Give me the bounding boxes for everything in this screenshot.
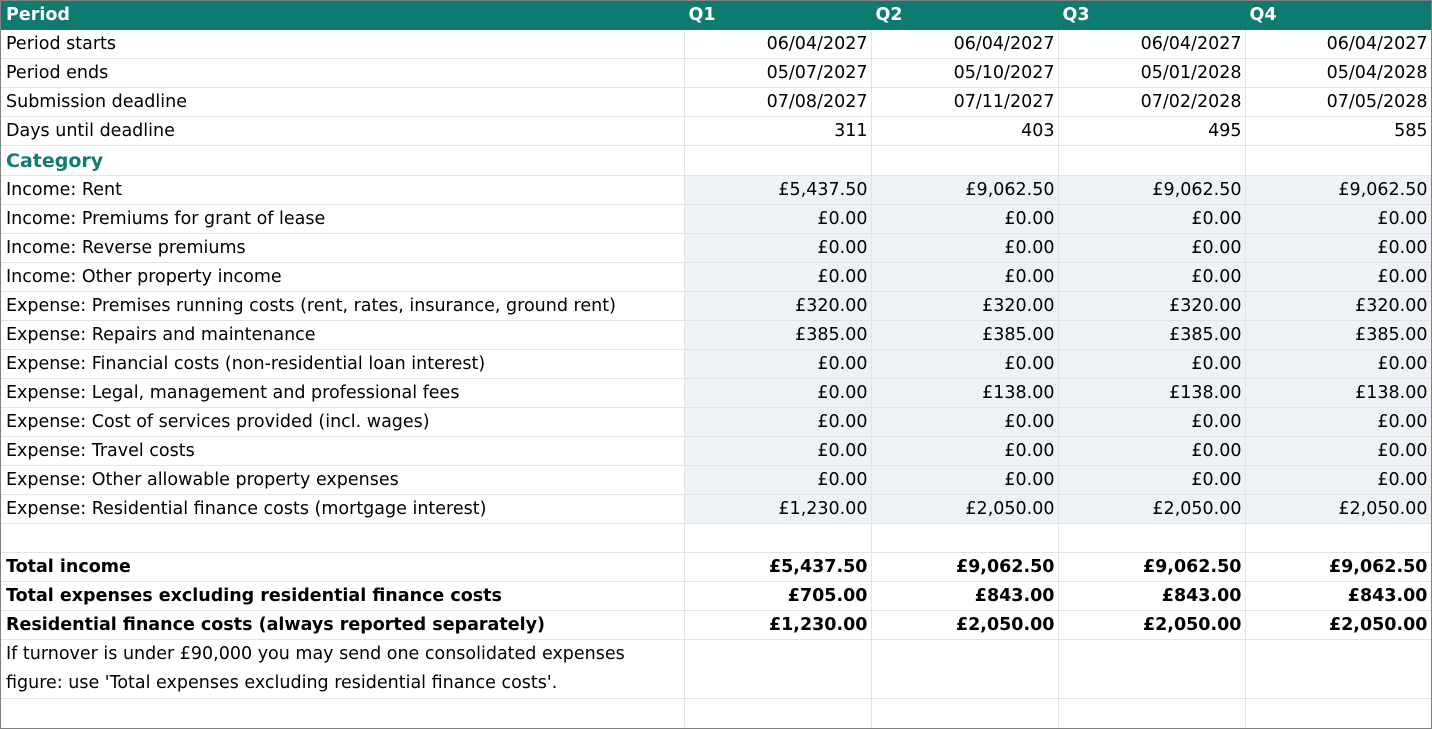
q4-input-cell[interactable]: £0.00 [1245,466,1431,495]
q2-cell[interactable]: 06/04/2027 [871,30,1058,59]
row-label-cell[interactable]: Period starts [1,30,684,59]
category-row [1,437,1431,466]
q1-input-cell[interactable]: £0.00 [684,437,871,466]
q4-input-cell[interactable]: £0.00 [1245,350,1431,379]
q1-input-cell[interactable]: £320.00 [684,292,871,321]
category-row [1,350,1431,379]
q3-cell[interactable]: 07/02/2028 [1058,88,1245,117]
empty-cell[interactable] [1,699,684,728]
category-row [1,408,1431,437]
q2-total-cell[interactable]: £2,050.00 [871,611,1058,640]
q1-total-cell[interactable]: £1,230.00 [684,611,871,640]
q4-cell[interactable]: 07/05/2028 [1245,88,1431,117]
row-label-cell[interactable]: Expense: Residential finance costs (mortgage interest) [1,495,684,524]
empty-cell[interactable] [1245,640,1431,699]
row-label-cell[interactable]: Expense: Travel costs [1,437,684,466]
empty-cell[interactable] [871,524,1058,553]
empty-cell[interactable] [684,524,871,553]
q2-input-cell[interactable]: £0.00 [871,234,1058,263]
row-label-cell[interactable]: Total income [1,553,684,582]
q2-input-cell[interactable]: £138.00 [871,379,1058,408]
q3-cell[interactable]: 06/04/2027 [1058,30,1245,59]
submission-deadline-row [1,88,1431,117]
category-heading-row [1,146,1431,176]
empty-cell[interactable] [1245,699,1431,728]
q2-input-cell[interactable]: £0.00 [871,263,1058,292]
q1-input-cell[interactable]: £0.00 [684,234,871,263]
row-label-cell[interactable]: Expense: Repairs and maintenance [1,321,684,350]
empty-cell[interactable] [1,524,684,553]
q2-input-cell[interactable]: £2,050.00 [871,495,1058,524]
category-row [1,205,1431,234]
q3-cell[interactable]: 05/01/2028 [1058,59,1245,88]
empty-cell[interactable] [871,146,1058,176]
row-label-cell[interactable]: Days until deadline [1,117,684,146]
empty-cell[interactable] [871,640,1058,699]
q4-cell[interactable]: 585 [1245,117,1431,146]
q1-input-cell[interactable]: £0.00 [684,205,871,234]
q3-input-cell[interactable]: £0.00 [1058,350,1245,379]
empty-cell[interactable] [871,699,1058,728]
empty-cell[interactable] [1058,640,1245,699]
days-until-deadline-row [1,117,1431,146]
q4-input-cell[interactable]: £0.00 [1245,408,1431,437]
q2-cell[interactable]: 07/11/2027 [871,88,1058,117]
category-row [1,466,1431,495]
category-heading-cell[interactable]: Category [1,146,684,176]
q2-input-cell[interactable]: £0.00 [871,408,1058,437]
q2-input-cell[interactable]: £0.00 [871,205,1058,234]
row-label-cell[interactable]: Income: Rent [1,176,684,205]
empty-cell[interactable] [684,699,871,728]
q1-total-cell[interactable]: £705.00 [684,582,871,611]
total-expenses-row [1,582,1431,611]
quarterly-summary-table [1,1,1432,727]
q2-input-cell[interactable]: £0.00 [871,437,1058,466]
q4-input-cell[interactable]: £320.00 [1245,292,1431,321]
period-starts-row [1,30,1431,59]
category-row [1,234,1431,263]
q2-input-cell[interactable]: £320.00 [871,292,1058,321]
q1-input-cell[interactable]: £385.00 [684,321,871,350]
q2-input-cell[interactable]: £9,062.50 [871,176,1058,205]
q3-input-cell[interactable]: £385.00 [1058,321,1245,350]
q3-input-cell[interactable]: £138.00 [1058,379,1245,408]
q3-cell[interactable]: 495 [1058,117,1245,146]
q4-input-cell[interactable]: £0.00 [1245,205,1431,234]
category-row [1,321,1431,350]
q1-cell[interactable]: 05/07/2027 [684,59,871,88]
q3-input-cell[interactable]: £2,050.00 [1058,495,1245,524]
q4-cell[interactable]: 05/04/2028 [1245,59,1431,88]
q3-input-cell[interactable]: £0.00 [1058,234,1245,263]
category-row [1,379,1431,408]
q2-input-cell[interactable]: £0.00 [871,350,1058,379]
q3-input-cell[interactable]: £320.00 [1058,292,1245,321]
empty-cell[interactable] [684,640,871,699]
blank-row [1,524,1431,553]
q1-input-cell[interactable]: £0.00 [684,379,871,408]
q1-cell[interactable]: 06/04/2027 [684,30,871,59]
q1-header-cell[interactable]: Q1 [684,1,871,30]
q4-input-cell[interactable]: £385.00 [1245,321,1431,350]
q2-header-cell[interactable]: Q2 [871,1,1058,30]
q1-input-cell[interactable]: £0.00 [684,408,871,437]
q3-total-cell[interactable]: £9,062.50 [1058,553,1245,582]
category-row [1,263,1431,292]
q1-input-cell[interactable]: £0.00 [684,350,871,379]
q4-total-cell[interactable]: £9,062.50 [1245,553,1431,582]
q1-input-cell[interactable]: £0.00 [684,263,871,292]
total-income-row [1,553,1431,582]
q3-total-cell[interactable]: £2,050.00 [1058,611,1245,640]
q1-input-cell[interactable]: £5,437.50 [684,176,871,205]
row-label-cell[interactable]: Income: Other property income [1,263,684,292]
q4-total-cell[interactable]: £843.00 [1245,582,1431,611]
period-ends-row [1,59,1431,88]
q3-header-cell[interactable]: Q3 [1058,1,1245,30]
q1-input-cell[interactable]: £1,230.00 [684,495,871,524]
q2-total-cell[interactable]: £9,062.50 [871,553,1058,582]
category-row [1,292,1431,321]
q4-input-cell[interactable]: £9,062.50 [1245,176,1431,205]
q1-cell[interactable]: 07/08/2027 [684,88,871,117]
q3-input-cell[interactable]: £0.00 [1058,408,1245,437]
q2-total-cell[interactable]: £843.00 [871,582,1058,611]
period-header-cell[interactable]: Period [1,1,684,30]
q4-cell[interactable]: 06/04/2027 [1245,30,1431,59]
row-label-cell[interactable]: Residential finance costs (always reported separately) [1,611,684,640]
category-row [1,495,1431,524]
q3-input-cell[interactable]: £9,062.50 [1058,176,1245,205]
q1-input-cell[interactable]: £0.00 [684,466,871,495]
row-label-cell[interactable]: Submission deadline [1,88,684,117]
q1-cell[interactable]: 311 [684,117,871,146]
empty-cell[interactable] [1245,146,1431,176]
q2-cell[interactable]: 05/10/2027 [871,59,1058,88]
note-cell[interactable]: If turnover is under £90,000 you may send one consolidated expenses figure: use 'Total expenses excluding residential finance costs'. [1,640,684,699]
q4-total-cell[interactable]: £2,050.00 [1245,611,1431,640]
row-label-cell[interactable]: Income: Reverse premiums [1,234,684,263]
row-label-cell[interactable]: Income: Premiums for grant of lease [1,205,684,234]
q4-header-cell[interactable]: Q4 [1245,1,1431,30]
q4-input-cell[interactable]: £2,050.00 [1245,495,1431,524]
q3-input-cell[interactable]: £0.00 [1058,437,1245,466]
q3-input-cell[interactable]: £0.00 [1058,263,1245,292]
empty-cell[interactable] [1058,524,1245,553]
row-label-cell[interactable]: Expense: Legal, management and professional fees [1,379,684,408]
row-label-cell[interactable]: Expense: Premises running costs (rent, rates, insurance, ground rent) [1,292,684,321]
q3-input-cell[interactable]: £0.00 [1058,466,1245,495]
empty-cell[interactable] [1058,699,1245,728]
row-label-cell[interactable]: Period ends [1,59,684,88]
q3-total-cell[interactable]: £843.00 [1058,582,1245,611]
q4-input-cell[interactable]: £0.00 [1245,437,1431,466]
q4-input-cell[interactable]: £138.00 [1245,379,1431,408]
q2-input-cell[interactable]: £385.00 [871,321,1058,350]
empty-cell[interactable] [1058,146,1245,176]
row-label-cell[interactable]: Expense: Financial costs (non-residential loan interest) [1,350,684,379]
empty-cell[interactable] [684,146,871,176]
q3-input-cell[interactable]: £0.00 [1058,205,1245,234]
empty-cell[interactable] [1245,524,1431,553]
blank-row [1,699,1431,728]
note-row [1,640,1431,699]
q4-input-cell[interactable]: £0.00 [1245,263,1431,292]
q2-cell[interactable]: 403 [871,117,1058,146]
row-label-cell[interactable]: Total expenses excluding residential finance costs [1,582,684,611]
category-row [1,176,1431,205]
header-row [1,1,1431,30]
q4-input-cell[interactable]: £0.00 [1245,234,1431,263]
q1-total-cell[interactable]: £5,437.50 [684,553,871,582]
q2-input-cell[interactable]: £0.00 [871,466,1058,495]
residential-finance-total-row [1,611,1431,640]
row-label-cell[interactable]: Expense: Cost of services provided (incl. wages) [1,408,684,437]
row-label-cell[interactable]: Expense: Other allowable property expenses [1,466,684,495]
